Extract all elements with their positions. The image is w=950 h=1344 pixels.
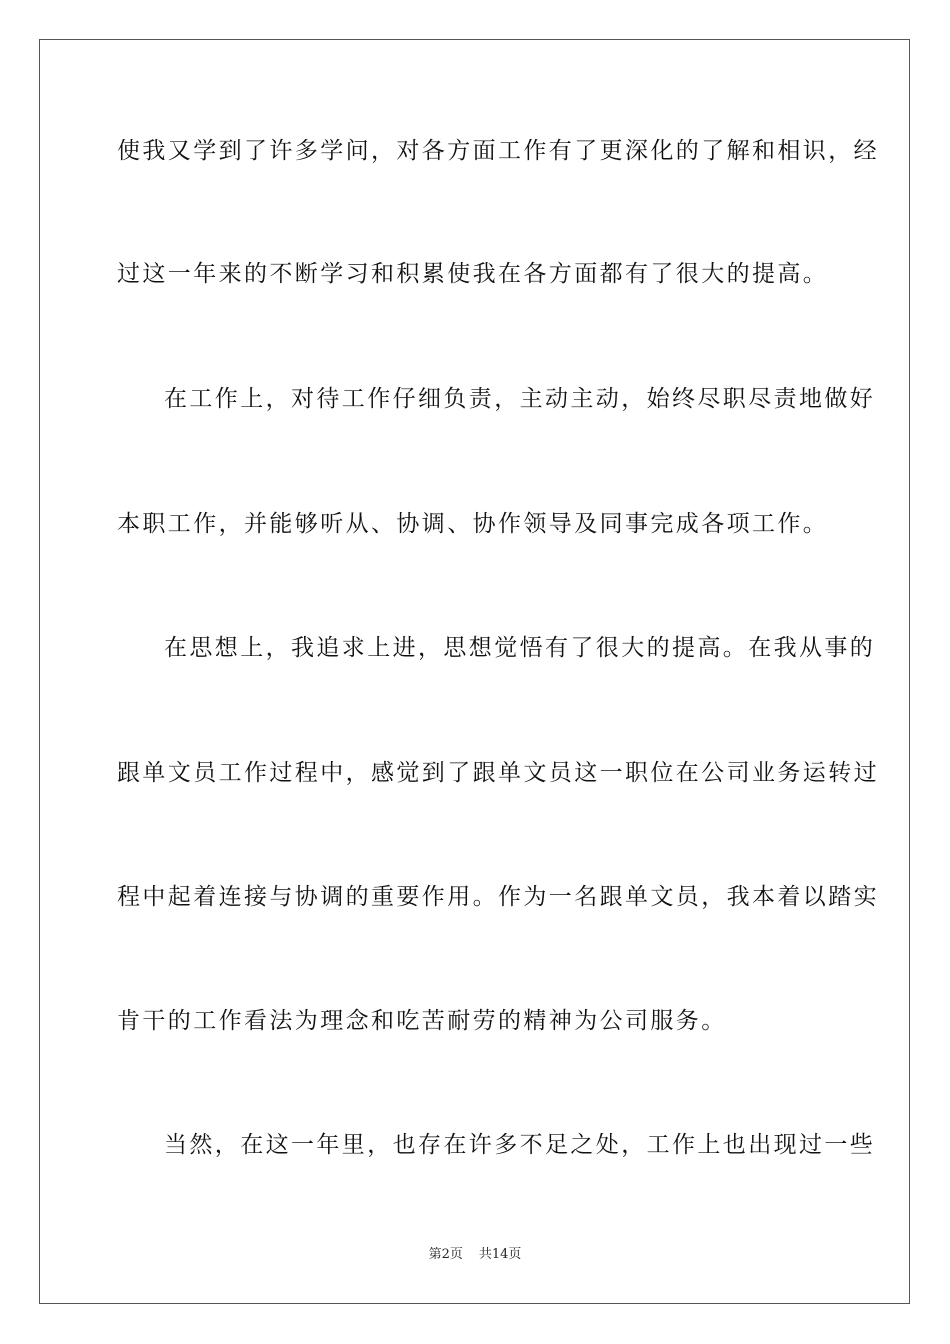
paragraph-line: 使我又学到了许多学问，对各方面工作有了更深化的了解和相识，经 — [117, 138, 879, 164]
paragraph-line: 当然，在这一年里，也存在许多不足之处，工作上也出现过一些 — [164, 1132, 876, 1158]
paragraph-line: 程中起着连接与协调的重要作用。作为一名跟单文员，我本着以踏实 — [117, 884, 879, 910]
paragraph-line: 在工作上，对待工作仔细负责，主动主动，始终尽职尽责地做好 — [164, 386, 876, 412]
paragraph-line: 本职工作，并能够听从、协调、协作领导及同事完成各项工作。 — [117, 511, 829, 537]
page-footer — [0, 1247, 950, 1263]
page-border — [39, 39, 910, 1304]
paragraph-line: 跟单文员工作过程中，感觉到了跟单文员这一职位在公司业务运转过 — [117, 760, 879, 786]
paragraph-line: 肯干的工作看法为理念和吃苦耐劳的精神为公司服务。 — [117, 1008, 727, 1034]
paragraph-line: 在思想上，我追求上进，思想觉悟有了很大的提高。在我从事的 — [164, 635, 876, 661]
page-total: 共14页 — [478, 1247, 522, 1262]
paragraph-line: 过这一年来的不断学习和积累使我在各方面都有了很大的提高。 — [117, 261, 829, 287]
page-number: 第2页 — [428, 1247, 463, 1262]
